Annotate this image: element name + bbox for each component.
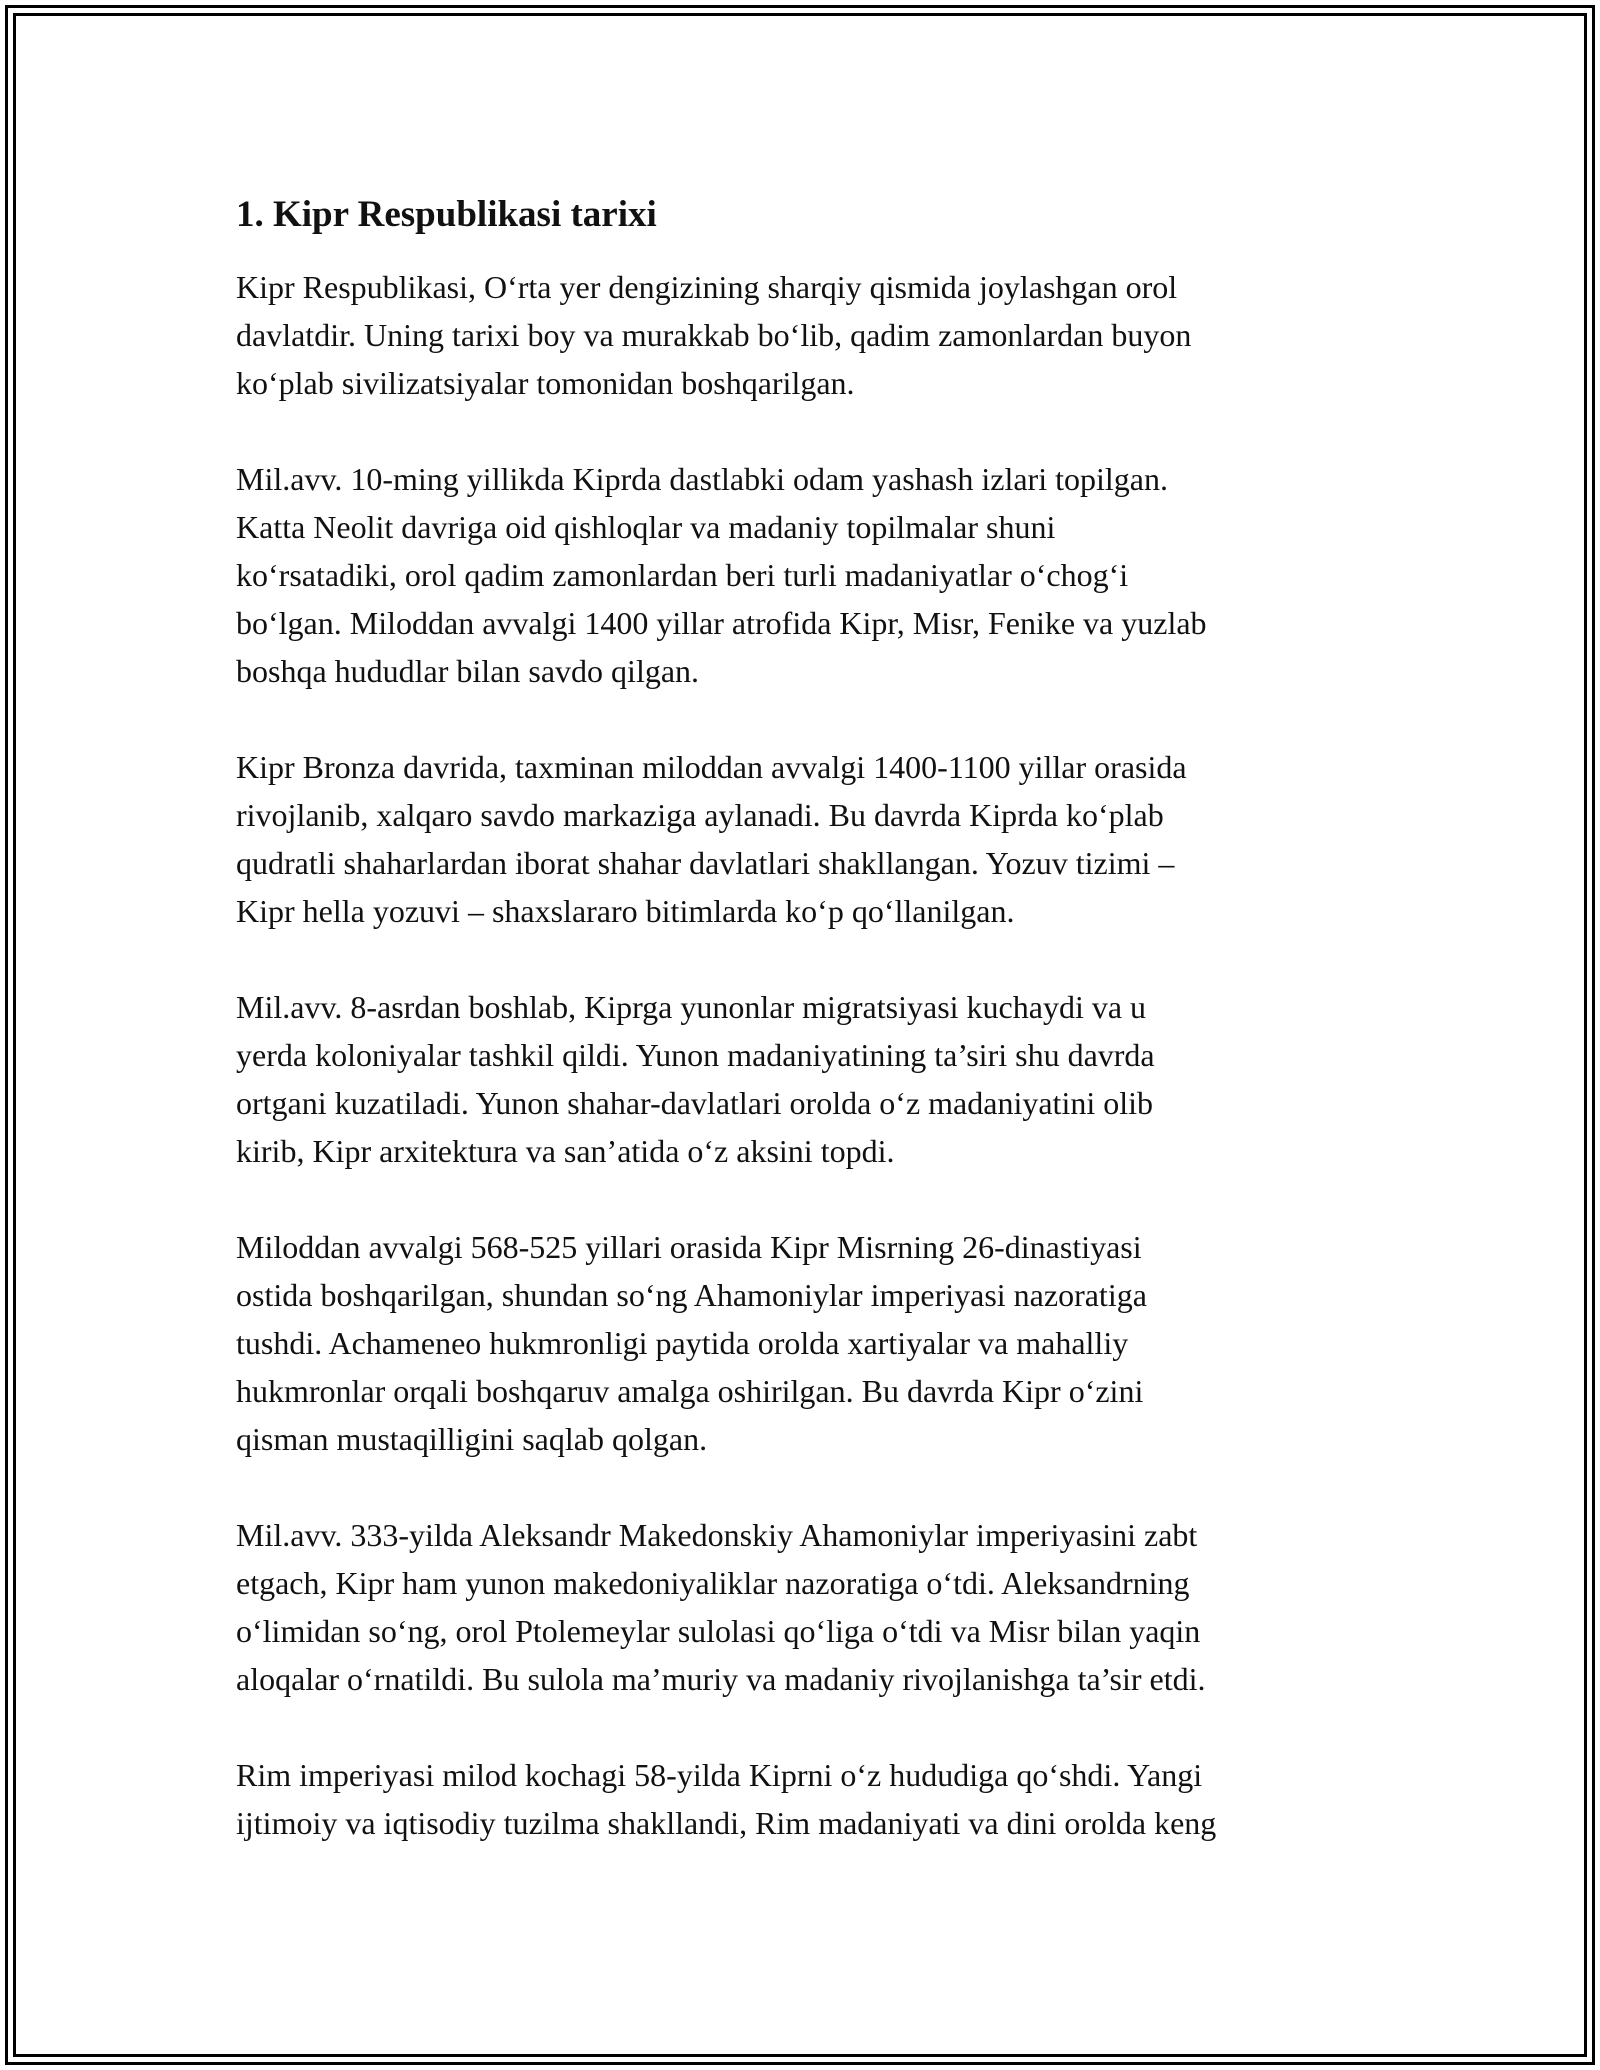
paragraph-line: Kipr Bronza davrida, taxminan miloddan avvalgi 1400-1100 yillar orasida (236, 749, 1187, 785)
paragraph-line: davlatdir. Uning tarixi boy va murakkab bo‘lib, qadim zamonlardan buyon (236, 317, 1192, 353)
paragraph (236, 455, 1366, 695)
paragraph (236, 1223, 1366, 1463)
paragraph-line: ko‘plab sivilizatsiyalar tomonidan boshqarilgan. (236, 365, 855, 401)
paragraph-line: etgach, Kipr ham yunon makedoniyaliklar nazoratiga o‘tdi. Aleksandrning (236, 1565, 1190, 1601)
paragraph (236, 1511, 1366, 1703)
paragraph-line: Kipr hella yozuvi – shaxslararo bitimlarda ko‘p qo‘llanilgan. (236, 893, 1015, 929)
paragraph-line: ortgani kuzatiladi. Yunon shahar-davlatlari orolda o‘z madaniyatini olib (236, 1085, 1153, 1121)
section-heading: 1. Kipr Respublikasi tarixi (236, 194, 657, 235)
paragraph-line: Rim imperiyasi milod kochagi 58-yilda Kiprni o‘z hududiga qo‘shdi. Yangi (236, 1757, 1203, 1793)
paragraph-line: tushdi. Achameneo hukmronligi paytida orolda xartiyalar va mahalliy (236, 1325, 1129, 1361)
paragraph-line: kirib, Kipr arxitektura va san’atida o‘z aksini topdi. (236, 1133, 895, 1169)
paragraph-line: Mil.avv. 333-yilda Aleksandr Makedonskiy Ahamoniylar imperiyasini zabt (236, 1517, 1198, 1553)
paragraph-line: ijtimoiy va iqtisodiy tuzilma shakllandi, Rim madaniyati va dini orolda keng (236, 1805, 1217, 1841)
paragraph-line: Mil.avv. 10-ming yillikda Kiprda dastlabki odam yashash izlari topilgan. (236, 461, 1168, 497)
paragraph-line: bo‘lgan. Miloddan avvalgi 1400 yillar atrofida Kipr, Misr, Fenike va yuzlab (236, 605, 1207, 641)
paragraph-line: yerda koloniyalar tashkil qildi. Yunon madaniyatining ta’siri shu davrda (236, 1037, 1155, 1073)
paragraph-line: qudratli shaharlardan iborat shahar davlatlari shakllangan. Yozuv tizimi – (236, 845, 1175, 881)
paragraph-line: hukmronlar orqali boshqaruv amalga oshirilgan. Bu davrda Kipr o‘zini (236, 1373, 1144, 1409)
paragraph-line: rivojlanib, xalqaro savdo markaziga aylanadi. Bu davrda Kiprda ko‘plab (236, 797, 1164, 833)
paragraph (236, 743, 1366, 935)
paragraph-line: o‘limidan so‘ng, orol Ptolemeylar sulolasi qo‘liga o‘tdi va Misr bilan yaqin (236, 1613, 1201, 1649)
paragraph-line: Mil.avv. 8-asrdan boshlab, Kiprga yunonlar migratsiyasi kuchaydi va u (236, 989, 1147, 1025)
paragraph-line: Kipr Respublikasi, O‘rta yer dengizining sharqiy qismida joylashgan orol (236, 269, 1178, 305)
paragraph (236, 263, 1366, 407)
paragraph-line: Miloddan avvalgi 568-525 yillari orasida Kipr Misrning 26-dinastiyasi (236, 1229, 1142, 1265)
paragraph-line: Katta Neolit davriga oid qishloqlar va madaniy topilmalar shuni (236, 509, 1056, 545)
document-body (236, 187, 1366, 1895)
paragraph-line: aloqalar o‘rnatildi. Bu sulola ma’muriy va madaniy rivojlanishga ta’sir etdi. (236, 1661, 1206, 1697)
paragraph (236, 1751, 1366, 1847)
paragraph-line: ostida boshqarilgan, shundan so‘ng Ahamoniylar imperiyasi nazoratiga (236, 1277, 1147, 1313)
paragraph (236, 983, 1366, 1175)
paragraph-line: boshqa hududlar bilan savdo qilgan. (236, 653, 700, 689)
paragraph-line: ko‘rsatadiki, orol qadim zamonlardan beri turli madaniyatlar o‘chog‘i (236, 557, 1129, 593)
paragraph-line: qisman mustaqilligini saqlab qolgan. (236, 1421, 708, 1457)
